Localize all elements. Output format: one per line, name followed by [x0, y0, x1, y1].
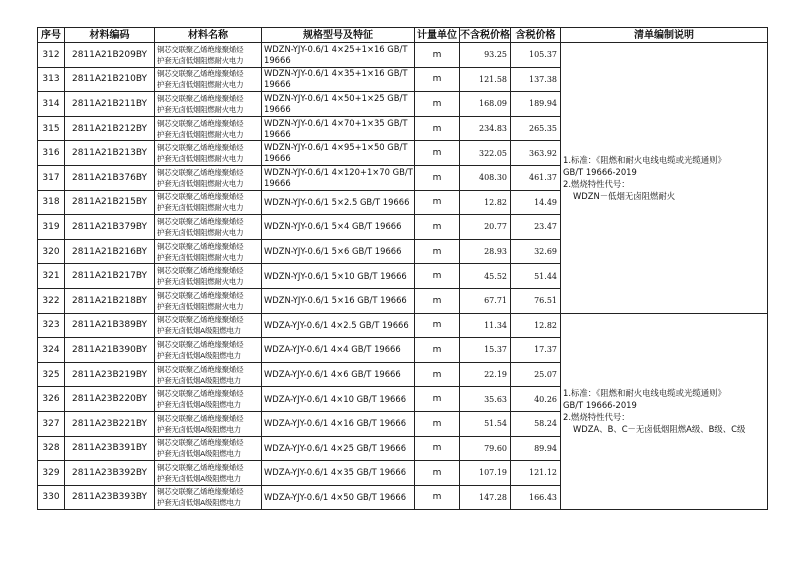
- cell-spec: WDZN-YJY-0.6/1 4×25+1×16 GB/T 19666: [262, 43, 415, 68]
- cell-price-ex: 51.54: [460, 411, 511, 436]
- cell-name-line2: 护套无卤低烟阻燃耐火电力: [157, 129, 244, 139]
- cell-code: 2811A21B217BY: [65, 264, 155, 289]
- note-line3: 2.燃烧特性代号：: [563, 178, 630, 189]
- cell-price-in: 137.38: [511, 67, 561, 92]
- cell-spec: WDZN-YJY-0.6/1 5×16 GB/T 19666: [262, 288, 415, 313]
- cell-name-line1: 铜芯交联聚乙烯绝缘聚烯烃: [157, 364, 244, 374]
- cell-name-line1: 铜芯交联聚乙烯绝缘聚烯烃: [157, 389, 244, 399]
- cell-name-line1: 铜芯交联聚乙烯绝缘聚烯烃: [157, 487, 244, 497]
- cell-name-line2: 护套无卤低烟A级阻燃电力: [157, 473, 241, 483]
- cell-unit: m: [415, 141, 460, 166]
- cell-seq: 323: [38, 313, 65, 338]
- cell-price-in: 17.37: [511, 338, 561, 363]
- cell-name-line2: 护套无卤低烟阻燃耐火电力: [157, 252, 244, 262]
- cell-price-in: 461.37: [511, 165, 561, 190]
- cell-code: 2811A23B221BY: [65, 411, 155, 436]
- cell-price-in: 14.49: [511, 190, 561, 215]
- cell-price-in: 25.07: [511, 362, 561, 387]
- cell-name-line2: 护套无卤低烟A级阻燃电力: [157, 400, 241, 410]
- cell-seq: 325: [38, 362, 65, 387]
- cell-seq: 329: [38, 461, 65, 486]
- cell-code: 2811A21B212BY: [65, 116, 155, 141]
- cell-seq: 320: [38, 239, 65, 264]
- header-price-ex: 不含税价格: [460, 29, 510, 41]
- cell-code: 2811A21B390BY: [65, 338, 155, 363]
- cell-spec: WDZA-YJY-0.6/1 4×4 GB/T 19666: [262, 338, 415, 363]
- cell-price-in: 51.44: [511, 264, 561, 289]
- cell-unit: m: [415, 239, 460, 264]
- cell-price-ex: 168.09: [460, 92, 511, 117]
- note-line3: 2.燃烧特性代号：: [563, 412, 630, 423]
- cell-price-ex: 147.28: [460, 485, 511, 510]
- cell-seq: 321: [38, 264, 65, 289]
- cell-name: [155, 43, 262, 68]
- cell-unit: m: [415, 190, 460, 215]
- header-code: 材料编码: [65, 28, 155, 43]
- cell-unit: m: [415, 338, 460, 363]
- cell-name-line1: 铜芯交联聚乙烯绝缘聚烯烃: [157, 118, 244, 128]
- note-line4: WDZA、B、C－无卤低烟阻燃A级、B级、C级: [573, 424, 746, 435]
- cell-seq: 313: [38, 67, 65, 92]
- cell-unit: m: [415, 165, 460, 190]
- note-line1: 1.标准：《阻燃和耐火电线电缆或光缆通则》: [563, 388, 726, 399]
- cell-name-line1: 铜芯交联聚乙烯绝缘聚烯烃: [157, 167, 244, 177]
- cell-price-in: 12.82: [511, 313, 561, 338]
- cell-name: [155, 387, 262, 412]
- cell-spec: WDZN-YJY-0.6/1 4×120+1×70 GB/T 19666: [262, 165, 415, 190]
- cell-unit: m: [415, 461, 460, 486]
- cell-unit: m: [415, 362, 460, 387]
- cell-spec: WDZA-YJY-0.6/1 4×50 GB/T 19666: [262, 485, 415, 510]
- cell-name: [155, 92, 262, 117]
- cell-price-ex: 234.83: [460, 116, 511, 141]
- cell-name-line2: 护套无卤低烟阻燃耐火电力: [157, 80, 244, 90]
- cell-seq: 314: [38, 92, 65, 117]
- cell-name-line2: 护套无卤低烟阻燃耐火电力: [157, 104, 244, 114]
- cell-name-line1: 铜芯交联聚乙烯绝缘聚烯烃: [157, 413, 244, 423]
- cell-name-line2: 护套无卤低烟阻燃耐火电力: [157, 227, 244, 237]
- cell-note: [561, 43, 768, 314]
- cell-name: [155, 165, 262, 190]
- cell-price-in: 363.92: [511, 141, 561, 166]
- cell-name-line1: 铜芯交联聚乙烯绝缘聚烯烃: [157, 44, 244, 54]
- cell-unit: m: [415, 92, 460, 117]
- cell-name: [155, 313, 262, 338]
- cell-spec: WDZN-YJY-0.6/1 5×10 GB/T 19666: [262, 264, 415, 289]
- table-row: [38, 43, 768, 68]
- cell-name: [155, 141, 262, 166]
- cell-name: [155, 485, 262, 510]
- cell-name-line1: 铜芯交联聚乙烯绝缘聚烯烃: [157, 241, 244, 251]
- cell-name-line1: 铜芯交联聚乙烯绝缘聚烯烃: [157, 143, 244, 153]
- cell-name-line2: 护套无卤低烟A级阻燃电力: [157, 326, 241, 336]
- cell-name-line1: 铜芯交联聚乙烯绝缘聚烯烃: [157, 290, 244, 300]
- cell-price-ex: 322.05: [460, 141, 511, 166]
- cell-name: [155, 67, 262, 92]
- header-unit: 计量单位: [415, 28, 460, 43]
- header-price-in: 含税价格: [511, 28, 561, 43]
- cell-name-line1: 铜芯交联聚乙烯绝缘聚烯烃: [157, 266, 244, 276]
- cell-spec: WDZA-YJY-0.6/1 4×25 GB/T 19666: [262, 436, 415, 461]
- cell-price-in: 40.26: [511, 387, 561, 412]
- cell-name: [155, 190, 262, 215]
- note-line1: 1.标准：《阻燃和耐火电线电缆或光缆通则》: [563, 154, 726, 165]
- cell-name-line1: 铜芯交联聚乙烯绝缘聚烯烃: [157, 216, 244, 226]
- cell-name-line2: 护套无卤低烟A级阻燃电力: [157, 375, 241, 385]
- cell-unit: m: [415, 313, 460, 338]
- cell-name: [155, 116, 262, 141]
- cell-name-line2: 护套无卤低烟阻燃耐火电力: [157, 203, 244, 213]
- cell-seq: 319: [38, 215, 65, 240]
- cell-code: 2811A21B213BY: [65, 141, 155, 166]
- cell-code: 2811A21B218BY: [65, 288, 155, 313]
- cell-spec: WDZN-YJY-0.6/1 4×50+1×25 GB/T 19666: [262, 92, 415, 117]
- header-name: 材料名称: [155, 28, 262, 43]
- cell-name: [155, 411, 262, 436]
- cell-name-line2: 护套无卤低烟阻燃耐火电力: [157, 154, 244, 164]
- cell-unit: m: [415, 264, 460, 289]
- cell-unit: m: [415, 485, 460, 510]
- cell-price-ex: 28.93: [460, 239, 511, 264]
- header-seq: 序号: [38, 28, 65, 43]
- cell-name: [155, 362, 262, 387]
- cell-price-ex: 408.30: [460, 165, 511, 190]
- cell-price-ex: 20.77: [460, 215, 511, 240]
- cell-spec: WDZN-YJY-0.6/1 5×4 GB/T 19666: [262, 215, 415, 240]
- cell-price-in: 105.37: [511, 43, 561, 68]
- cell-spec: WDZA-YJY-0.6/1 4×10 GB/T 19666: [262, 387, 415, 412]
- cell-name: [155, 338, 262, 363]
- header-spec: 规格型号及特征: [262, 28, 415, 43]
- cell-name: [155, 215, 262, 240]
- cell-name-line1: 铜芯交联聚乙烯绝缘聚烯烃: [157, 462, 244, 472]
- cell-seq: 324: [38, 338, 65, 363]
- cell-name-line2: 护套无卤低烟A级阻燃电力: [157, 350, 241, 360]
- cell-price-in: 189.94: [511, 92, 561, 117]
- cell-unit: m: [415, 436, 460, 461]
- cell-name-line2: 护套无卤低烟A级阻燃电力: [157, 449, 241, 459]
- cell-unit: m: [415, 387, 460, 412]
- cell-price-in: 58.24: [511, 411, 561, 436]
- cell-name-line1: 铜芯交联聚乙烯绝缘聚烯烃: [157, 315, 244, 325]
- price-list-table: [37, 27, 768, 510]
- cell-unit: m: [415, 67, 460, 92]
- cell-price-ex: 12.82: [460, 190, 511, 215]
- cell-spec: WDZN-YJY-0.6/1 4×35+1×16 GB/T 19666: [262, 67, 415, 92]
- cell-unit: m: [415, 116, 460, 141]
- cell-name-line2: 护套无卤低烟阻燃耐火电力: [157, 277, 244, 287]
- cell-price-ex: 22.19: [460, 362, 511, 387]
- cell-spec: WDZA-YJY-0.6/1 4×2.5 GB/T 19666: [262, 313, 415, 338]
- cell-unit: m: [415, 288, 460, 313]
- cell-price-ex: 121.58: [460, 67, 511, 92]
- cell-code: 2811A21B211BY: [65, 92, 155, 117]
- cell-price-in: 265.35: [511, 116, 561, 141]
- cell-price-ex: 11.34: [460, 313, 511, 338]
- cell-name: [155, 436, 262, 461]
- cell-price-in: 121.12: [511, 461, 561, 486]
- cell-unit: m: [415, 411, 460, 436]
- cell-spec: WDZN-YJY-0.6/1 5×2.5 GB/T 19666: [262, 190, 415, 215]
- cell-code: 2811A23B392BY: [65, 461, 155, 486]
- cell-seq: 312: [38, 43, 65, 68]
- cell-price-ex: 35.63: [460, 387, 511, 412]
- cell-price-in: 32.69: [511, 239, 561, 264]
- cell-name: [155, 288, 262, 313]
- cell-spec: WDZA-YJY-0.6/1 4×6 GB/T 19666: [262, 362, 415, 387]
- cell-spec: WDZA-YJY-0.6/1 4×35 GB/T 19666: [262, 461, 415, 486]
- cell-price-ex: 93.25: [460, 43, 511, 68]
- cell-seq: 318: [38, 190, 65, 215]
- cell-price-ex: 79.60: [460, 436, 511, 461]
- cell-name: [155, 461, 262, 486]
- cell-price-in: 89.94: [511, 436, 561, 461]
- cell-spec: WDZA-YJY-0.6/1 4×16 GB/T 19666: [262, 411, 415, 436]
- cell-unit: m: [415, 43, 460, 68]
- cell-name-line1: 铜芯交联聚乙烯绝缘聚烯烃: [157, 438, 244, 448]
- cell-code: 2811A23B393BY: [65, 485, 155, 510]
- cell-name-line1: 铜芯交联聚乙烯绝缘聚烯烃: [157, 93, 244, 103]
- cell-price-in: 166.43: [511, 485, 561, 510]
- cell-unit: m: [415, 215, 460, 240]
- cell-code: 2811A21B389BY: [65, 313, 155, 338]
- cell-seq: 328: [38, 436, 65, 461]
- cell-name-line2: 护套无卤低烟A级阻燃电力: [157, 498, 241, 508]
- cell-price-ex: 15.37: [460, 338, 511, 363]
- cell-code: 2811A21B379BY: [65, 215, 155, 240]
- cell-code: 2811A23B391BY: [65, 436, 155, 461]
- cell-code: 2811A21B210BY: [65, 67, 155, 92]
- cell-seq: 326: [38, 387, 65, 412]
- cell-name-line2: 护套无卤低烟阻燃耐火电力: [157, 301, 244, 311]
- cell-code: 2811A21B216BY: [65, 239, 155, 264]
- cell-seq: 330: [38, 485, 65, 510]
- cell-price-in: 23.47: [511, 215, 561, 240]
- cell-price-in: 76.51: [511, 288, 561, 313]
- cell-name-line2: 护套无卤低烟A级阻燃电力: [157, 424, 241, 434]
- cell-code: 2811A23B220BY: [65, 387, 155, 412]
- cell-price-ex: 45.52: [460, 264, 511, 289]
- cell-spec: WDZN-YJY-0.6/1 5×6 GB/T 19666: [262, 239, 415, 264]
- cell-code: 2811A21B215BY: [65, 190, 155, 215]
- table-row: [38, 313, 768, 338]
- cell-name-line2: 护套无卤低烟阻燃耐火电力: [157, 178, 244, 188]
- cell-name: [155, 239, 262, 264]
- cell-code: 2811A23B219BY: [65, 362, 155, 387]
- cell-spec: WDZN-YJY-0.6/1 4×95+1×50 GB/T 19666: [262, 141, 415, 166]
- cell-price-ex: 67.71: [460, 288, 511, 313]
- note-line2: GB/T 19666-2019: [563, 400, 637, 411]
- cell-code: 2811A21B209BY: [65, 43, 155, 68]
- cell-name-line1: 铜芯交联聚乙烯绝缘聚烯烃: [157, 69, 244, 79]
- cell-name: [155, 264, 262, 289]
- cell-code: 2811A21B376BY: [65, 165, 155, 190]
- cell-seq: 317: [38, 165, 65, 190]
- header-row: [38, 28, 768, 43]
- note-line4: WDZN－低烟无卤阻燃耐火: [573, 190, 676, 201]
- header-note: 清单编制说明: [561, 28, 768, 43]
- note-line2: GB/T 19666-2019: [563, 166, 637, 177]
- cell-name-line2: 护套无卤低烟阻燃耐火电力: [157, 55, 244, 65]
- cell-seq: 327: [38, 411, 65, 436]
- cell-seq: 316: [38, 141, 65, 166]
- cell-seq: 322: [38, 288, 65, 313]
- cell-note: [561, 313, 768, 510]
- cell-name-line1: 铜芯交联聚乙烯绝缘聚烯烃: [157, 192, 244, 202]
- cell-spec: WDZN-YJY-0.6/1 4×70+1×35 GB/T 19666: [262, 116, 415, 141]
- cell-price-ex: 107.19: [460, 461, 511, 486]
- cell-name-line1: 铜芯交联聚乙烯绝缘聚烯烃: [157, 339, 244, 349]
- cell-seq: 315: [38, 116, 65, 141]
